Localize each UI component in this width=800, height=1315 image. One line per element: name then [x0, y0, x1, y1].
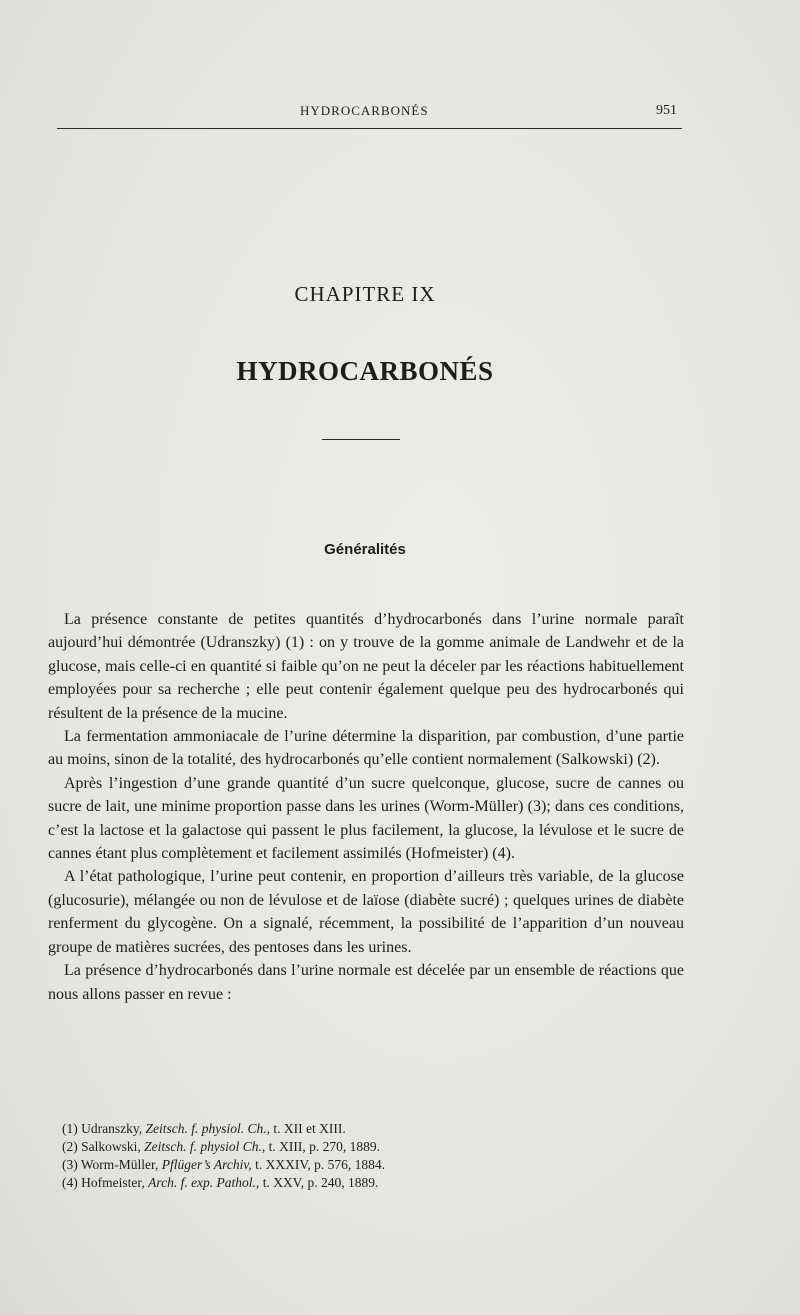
footnote-author: Worm-Müller,: [80, 1157, 159, 1172]
footnote-author: Udranszky,: [81, 1121, 143, 1136]
footnote-number: (3): [62, 1157, 78, 1172]
footnote-details: t. XII et XIII.: [273, 1121, 346, 1136]
footnote-details: t. XXV, p. 240, 1889.: [262, 1175, 379, 1190]
page-number: 951: [656, 103, 677, 118]
paragraph-4: A l’état pathologique, l’urine peut contenir, en proportion d’ailleurs très variable, de la glucose (glucosurie), mélangée ou non de lévulose et de laïose (diabète sucré) ; quelques urines de diabète renferment du glycogène. On a signalé, récemment, la possibilité de l’apparition d’un nouveau groupe de matières sucrées, des pentoses dans les urines.: [48, 868, 684, 956]
chapter-title: HYDROCARBONÉS: [236, 356, 494, 386]
footnote-journal: Pflüger’s Archiv,: [161, 1157, 252, 1172]
paragraph-1: La présence constante de petites quantités d’hydrocarbonés dans l’urine normale paraît aujourd’hui démontrée (Udranszky) (1) : on y trouve de la gomme animale de Landwehr et de la glucose, mais celle-ci en quantité si faible qu’on ne peut la déceler par les réactions habituellement employées pour sa recherche ; elle peut contenir également quelque peu des hydrocarbonés qui résultent de la présence de la mucine.: [48, 611, 684, 722]
footnote-4: [62, 1174, 682, 1192]
footnote-journal: Zeitsch. f. physiol. Ch.,: [145, 1121, 270, 1136]
footnote-journal: Zeitsch. f. physiol Ch.,: [144, 1139, 266, 1154]
chapter-divider: [322, 439, 400, 440]
footnote-number: (2): [62, 1139, 78, 1154]
footnote-journal: Arch. f. exp. Pathol.,: [148, 1175, 260, 1190]
running-title: HYDROCARBONÉS: [300, 103, 429, 118]
footnote-1: [62, 1120, 682, 1138]
footnote-details: t. XIII, p. 270, 1889.: [268, 1139, 381, 1154]
section-heading: Généralités: [324, 541, 406, 558]
footnote-details: t. XXXIV, p. 576, 1884.: [255, 1157, 386, 1172]
paragraph-5: La présence d’hydrocarbonés dans l’urine normale est décelée par un ensemble de réactions que nous allons passer en revue :: [48, 962, 684, 1003]
footnote-author: Hofmeister,: [81, 1175, 145, 1190]
footnote-2: [62, 1138, 682, 1156]
footnote-number: (1): [62, 1121, 78, 1136]
footnote-author: Salkowski,: [81, 1139, 141, 1154]
footnotes: [62, 1120, 682, 1192]
paragraph-2: La fermentation ammoniacale de l’urine détermine la disparition, par combustion, d’une partie au moins, sinon de la totalité, des hydrocarbonés qu’elle contient normalement (Salkowski) (2).: [48, 728, 684, 769]
body-text: [48, 608, 684, 1006]
footnote-3: [62, 1156, 682, 1174]
chapter-label: CHAPITRE IX: [294, 282, 436, 306]
header-rule: [57, 128, 682, 129]
running-head: [0, 103, 800, 123]
paragraph-3: Après l’ingestion d’une grande quantité d’un sucre quelconque, glucose, sucre de cannes ou sucre de lait, une minime proportion passe dans les urines (Worm-Müller) (3); dans ces conditions, c’est la lactose et la galactose qui passent le plus facilement, la glucose, la lévulose et le sucre de cannes étant plus complètement et facilement assimilés (Hofmeister) (4).: [48, 774, 684, 863]
footnote-number: (4): [62, 1175, 78, 1190]
